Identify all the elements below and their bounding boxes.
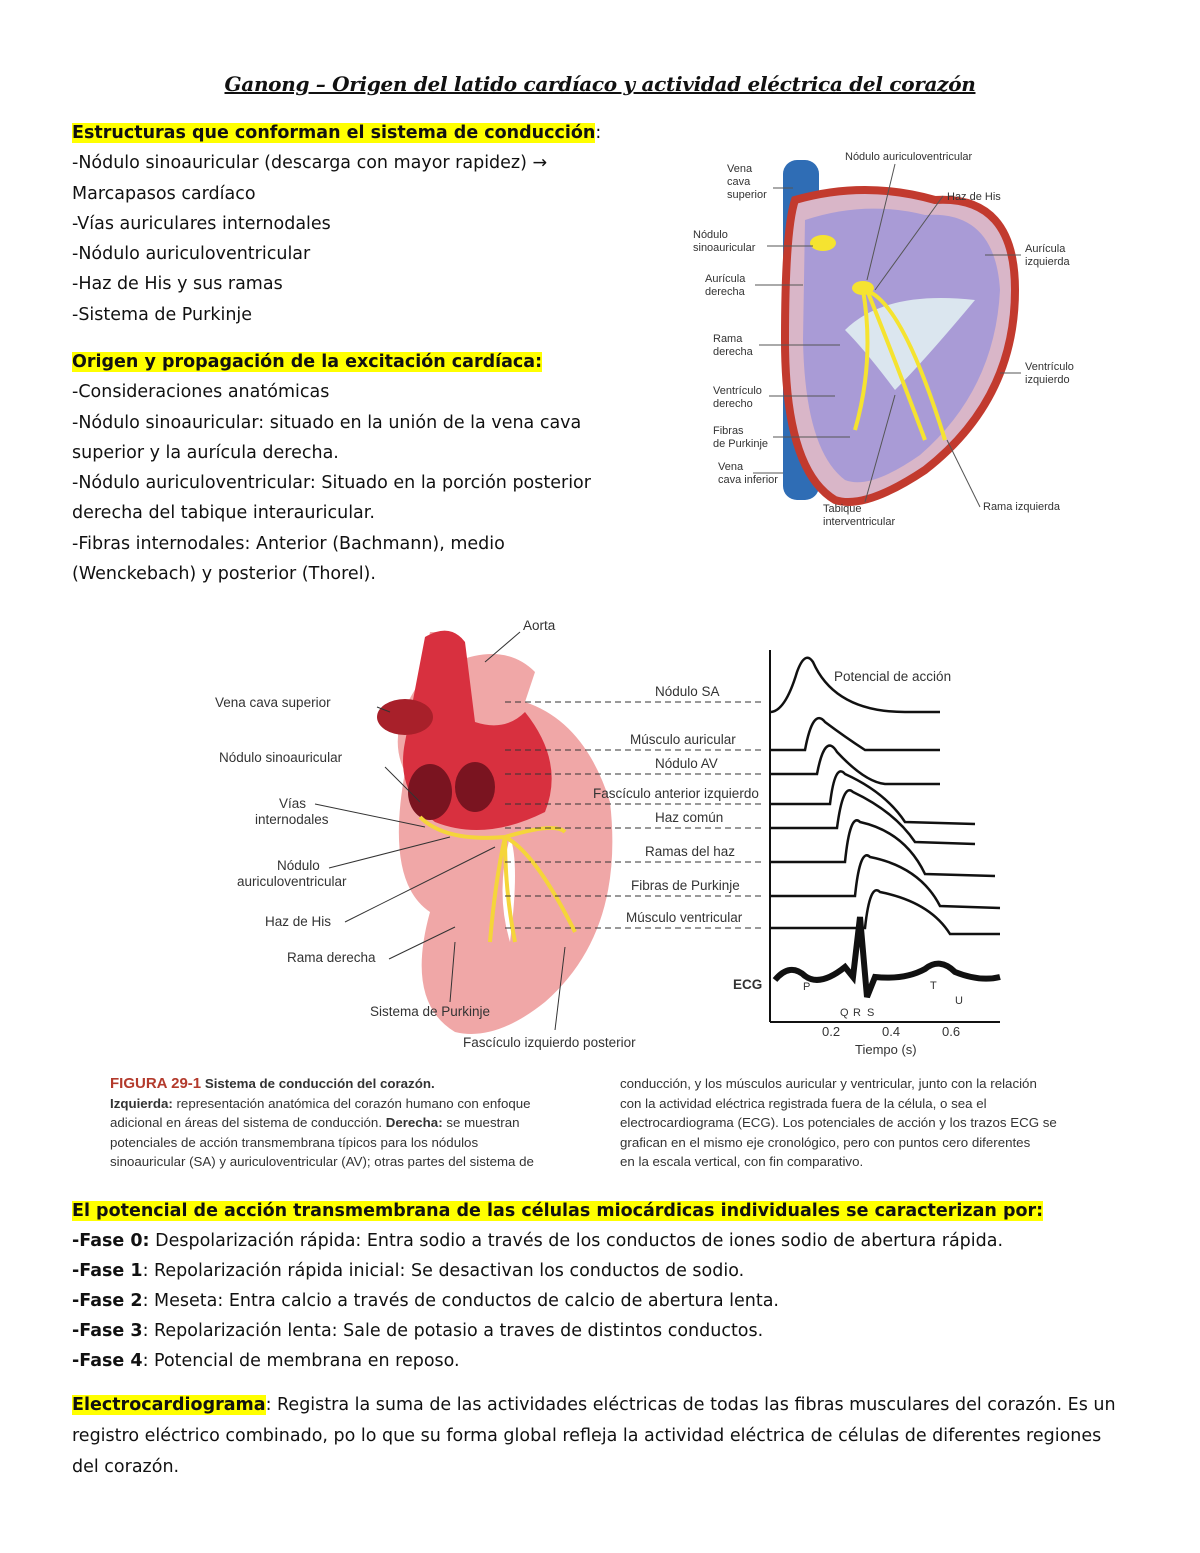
arrow-label-5: Haz común [655,810,724,825]
caption-line: sinoauricular (SA) y auriculoventricular (AV); otras partes del sistema de [110,1154,534,1169]
phase-item: -Fase 2: Meseta: Entra calcio a través de conductos de calcio de abertura lenta. [72,1291,779,1311]
label-tabique: Tabique interventricular [823,503,896,528]
figure-label: FIGURA 29-1 [110,1075,202,1092]
label-aorta: Aorta [523,618,556,633]
label-ventriculo-derecho: Ventrículo derecho [713,385,762,410]
arrow-label-2: Músculo auricular [630,732,736,747]
excitation-origin-section [72,347,642,589]
section-heading: Origen y propagación de la excitación cardíaca: [72,352,543,372]
phase-item: -Fase 4: Potencial de membrana en reposo. [72,1351,460,1371]
label-vena-cava-superior: Vena cava superior [727,163,767,201]
label-vias-internodales: Vías internodales [255,796,329,827]
caption-line: se muestran [442,1115,520,1130]
arrow-label-3: Nódulo AV [655,756,718,771]
action-potential-trace-1 [770,658,940,712]
caption-line: con la actividad eléctrica registrada fuera de la célula, o sea el [620,1095,987,1111]
ecg-description: : Registra la suma de las actividades eléctricas de todas las fibras musculares del corazón. Es un registro eléctrico combinado, po lo que su forma global refleja la actividad eléctrica de células de diferentes regiones del corazón. [72,1395,1116,1477]
arrow-label-8: Músculo ventricular [626,910,743,925]
label-auricula-izquierda: Aurícula izquierda [1025,243,1070,268]
caption-line: adicional en áreas del sistema de conducción. [110,1115,386,1130]
caption-line: representación anatómica del corazón humano con enfoque [172,1095,531,1111]
ecg-wave-t: T [930,980,937,992]
tick-label-0-6: 0.6 [942,1024,961,1039]
sa-node-shape [810,235,836,251]
electrocardiogram-section [72,1390,1132,1483]
list-item: -Fibras internodales: Anterior (Bachmann), medio [72,533,505,554]
axis-label-tiempo: Tiempo (s) [855,1042,917,1057]
action-potential-traces [770,658,1000,934]
label-ecg: ECG [733,977,763,992]
superior-vena-cava-shape [377,699,433,735]
list-item: -Nódulo auriculoventricular: Situado en la porción posterior [72,473,591,494]
list-item: -Sistema de Purkinje [72,304,253,325]
caption-line: electrocardiograma (ECG). Los potenciales de acción y los trazos ECG se [620,1115,1057,1130]
label-vena-cava-inferior: Vena cava inferior [718,461,778,486]
figure-title: Sistema de conducción del corazón. [204,1076,435,1091]
heading-suffix: : [595,123,602,143]
page-title: Ganong – Origen del latido cardíaco y actividad eléctrica del corazón [224,72,976,96]
label-fibras-purkinje: Fibras de Purkinje [713,425,769,450]
phase-item: -Fase 1: Repolarización rápida inicial: Se desactivan los conductos de sodio. [72,1261,745,1281]
tick-label-0-2: 0.2 [822,1024,841,1039]
label-rama-izquierda: Rama izquierda [983,501,1061,513]
label-nodulo-av: Nódulo auriculoventricular [237,858,347,889]
tick-label-0-4: 0.4 [882,1024,901,1039]
label-nodulo-sinoauricular: Nódulo sinoauricular [219,750,343,765]
ecg-wave-s: S [867,1007,875,1019]
label-sistema-purkinje: Sistema de Purkinje [370,1004,491,1019]
list-item: -Nódulo sinoauricular: situado en la unión de la vena cava [72,412,582,433]
conduction-structures-section [72,118,642,330]
label-haz-his: Haz de His [265,914,332,929]
label-rama-derecha: Rama derecha [713,333,753,358]
ecg-wave-r: R [853,1007,861,1019]
heart-section-figure [685,140,1105,540]
list-item: -Haz de His y sus ramas [72,274,283,295]
list-item: -Vías auriculares internodales [72,213,331,234]
label-ventriculo-izquierdo: Ventrículo izquierdo [1025,361,1074,386]
caption-line: grafican en el mismo eje cronológico, pero con puntos cero diferentes [620,1134,1031,1150]
label-auricula-derecha: Aurícula derecha [705,273,746,298]
figure-caption-right [620,1074,1100,1172]
section-heading: Electrocardiograma [72,1395,266,1415]
left-atrium-opening-shape [455,762,495,812]
action-potential-trace-2 [770,718,940,750]
action-potential-trace-5 [770,790,975,844]
section-heading: Estructuras que conforman el sistema de conducción [72,123,596,143]
label-haz-his: Haz de His [947,191,1001,203]
section-heading: El potencial de acción transmembrana de las células miocárdicas individuales se caracterizan por: [72,1201,1044,1221]
ecg-wave-p: P [803,981,811,993]
conduction-system-figure [205,612,1015,1062]
figure-caption-left [110,1074,590,1172]
label-vena-cava-superior: Vena cava superior [215,695,331,710]
label-potencial-accion: Potencial de acción [834,669,952,684]
arrow-label-4: Fascículo anterior izquierdo [593,786,759,801]
action-potential-phases-section [72,1196,1132,1376]
label-rama-derecha: Rama derecha [287,950,376,965]
caption-bold-derecha: Derecha: [385,1115,443,1130]
list-item: -Consideraciones anatómicas [72,382,330,403]
label-nodulo-sa: Nódulo sinoauricular [693,229,756,254]
phase-item: -Fase 3: Repolarización lenta: Sale de potasio a traves de distintos conductos. [72,1321,764,1341]
caption-bold-izquierda: Izquierda: [110,1095,173,1111]
label-nodulo-av: Nódulo auriculoventricular [845,151,973,163]
list-item: Marcapasos cardíaco [72,183,256,204]
caption-line: en la escala vertical, con fin comparativo. [620,1154,864,1169]
caption-line: potenciales de acción transmembrana típicos para los nódulos [110,1134,479,1150]
arrow-label-6: Ramas del haz [645,844,736,859]
list-item: superior y la aurícula derecha. [72,442,339,463]
list-item: (Wenckebach) y posterior (Thorel). [72,564,376,585]
list-item: derecha del tabique interauricular. [72,503,375,524]
list-item: -Nódulo sinoauricular (descarga con mayor rapidez) → [72,153,548,174]
arrow-label-1: Nódulo SA [655,684,720,699]
list-item: -Nódulo auriculoventricular [72,244,311,265]
ecg-wave-u: U [955,995,963,1007]
right-atrium-opening-shape [408,764,452,820]
ecg-wave-q: Q [840,1007,849,1019]
caption-line: conducción, y los músculos auricular y ventricular, junto con la relación [620,1076,1037,1091]
label-fasciculo-posterior: Fascículo izquierdo posterior [463,1035,636,1050]
phase-item: -Fase 0: Despolarización rápida: Entra sodio a través de los conductos de iones sodio de abertura rápida. [72,1231,1004,1251]
arrow-label-7: Fibras de Purkinje [631,878,740,893]
